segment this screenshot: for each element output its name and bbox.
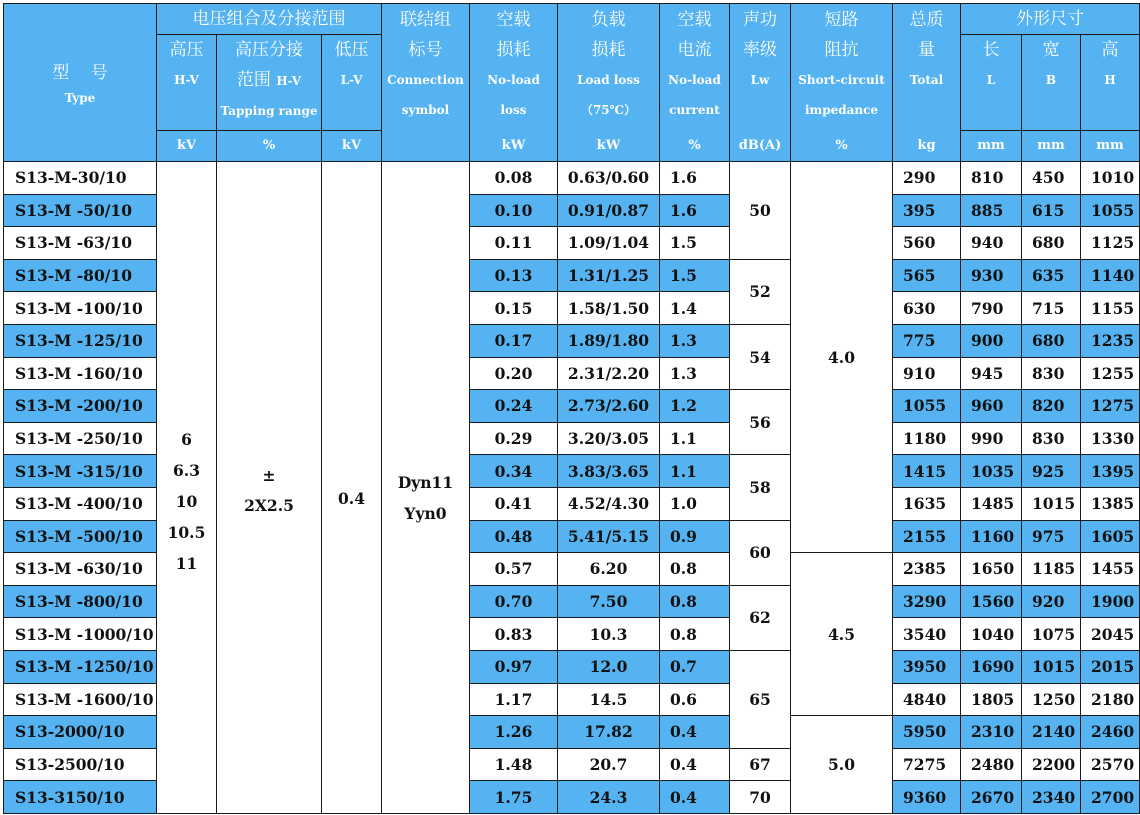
connection-value-2: Yyn0 — [404, 504, 447, 524]
weight-cell: 7275 — [893, 748, 961, 781]
height-cell: 1275 — [1081, 390, 1140, 423]
width-cell: 635 — [1022, 259, 1081, 292]
type-cell: S13-M -1250/10 — [4, 650, 157, 683]
length-cell: 1650 — [961, 553, 1022, 586]
length-header — [961, 35, 1022, 131]
type-header-en: Type — [64, 90, 96, 105]
height-cell: 1455 — [1081, 553, 1140, 586]
width-cell: 2200 — [1022, 748, 1081, 781]
height-header-cn: 高 — [1101, 40, 1119, 60]
sound-header — [730, 4, 791, 162]
type-cell: S13-M -1600/10 — [4, 683, 157, 716]
weight-unit: kg — [917, 137, 936, 153]
noload-current-cell: 1.4 — [660, 292, 730, 325]
type-cell: S13-M -50/10 — [4, 194, 157, 227]
hv-value: 6.3 — [173, 460, 200, 480]
width-cell: 1015 — [1022, 650, 1081, 683]
type-cell: S13-2500/10 — [4, 748, 157, 781]
sound-level-cell: 65 — [730, 650, 791, 748]
type-cell: S13-M -400/10 — [4, 487, 157, 520]
type-header-cn: 型 号 — [52, 62, 108, 83]
type-cell: S13-M -100/10 — [4, 292, 157, 325]
load-loss-cell: 0.91/0.87 — [558, 194, 660, 227]
load-loss-header-cn2: 损耗 — [591, 39, 626, 60]
height-cell: 1900 — [1081, 585, 1140, 618]
noload-current-cell: 1.3 — [660, 324, 730, 357]
weight-cell: 1635 — [893, 487, 961, 520]
load-loss-cell: 2.31/2.20 — [558, 357, 660, 390]
load-loss-cell: 5.41/5.15 — [558, 520, 660, 553]
height-cell: 1140 — [1081, 259, 1140, 292]
type-cell: S13-M -80/10 — [4, 259, 157, 292]
noload-current-header — [660, 4, 730, 162]
noload-loss-cell: 1.48 — [470, 748, 558, 781]
noload-loss-cell: 1.26 — [470, 716, 558, 749]
table-body — [4, 162, 1140, 814]
height-header — [1081, 35, 1140, 131]
type-cell: S13-M -1000/10 — [4, 618, 157, 651]
width-header — [1022, 35, 1081, 131]
noload-current-cell: 1.6 — [660, 194, 730, 227]
tap-header-en: Tapping range — [220, 104, 318, 118]
hv-header — [157, 35, 217, 131]
length-cell: 2310 — [961, 716, 1022, 749]
sound-header-cn1: 声功 — [743, 9, 777, 30]
weight-cell: 9360 — [893, 781, 961, 814]
length-cell: 1485 — [961, 487, 1022, 520]
type-cell: S13-M -800/10 — [4, 585, 157, 618]
load-loss-cell: 1.58/1.50 — [558, 292, 660, 325]
length-cell: 1560 — [961, 585, 1022, 618]
lv-header — [322, 35, 382, 131]
type-cell: S13-M -63/10 — [4, 227, 157, 260]
type-cell: S13-M -250/10 — [4, 422, 157, 455]
noload-current-cell: 0.8 — [660, 618, 730, 651]
width-cell: 680 — [1022, 324, 1081, 357]
load-loss-header — [558, 4, 660, 162]
weight-cell: 3950 — [893, 650, 961, 683]
load-loss-cell: 1.89/1.80 — [558, 324, 660, 357]
impedance-header-en2: impedance — [804, 102, 879, 117]
noload-loss-cell: 0.83 — [470, 618, 558, 651]
height-cell: 2015 — [1081, 650, 1140, 683]
connection-header-cn2: 标号 — [408, 39, 443, 60]
length-cell: 1160 — [961, 520, 1022, 553]
weight-cell: 3290 — [893, 585, 961, 618]
height-header-en: H — [1104, 73, 1116, 87]
load-loss-cell: 24.3 — [558, 781, 660, 814]
noload-loss-cell: 0.70 — [470, 585, 558, 618]
voltage-group-header: 电压组合及分接范围 — [157, 4, 382, 35]
load-loss-cell: 3.20/3.05 — [558, 422, 660, 455]
load-loss-cell: 20.7 — [558, 748, 660, 781]
length-cell: 1805 — [961, 683, 1022, 716]
sound-header-cn2: 率级 — [743, 39, 777, 60]
width-cell: 1250 — [1022, 683, 1081, 716]
width-cell: 925 — [1022, 455, 1081, 488]
noload-loss-cell: 0.17 — [470, 324, 558, 357]
noload-loss-cell: 0.20 — [470, 357, 558, 390]
type-cell: S13-M -200/10 — [4, 390, 157, 423]
sound-header-en1: Lw — [750, 72, 770, 87]
height-cell: 2460 — [1081, 716, 1140, 749]
noload-loss-cell: 0.48 — [470, 520, 558, 553]
type-cell: S13-3150/10 — [4, 781, 157, 814]
width-cell: 920 — [1022, 585, 1081, 618]
height-cell: 1010 — [1081, 162, 1140, 195]
impedance-cell: 4.0 — [791, 162, 893, 553]
load-loss-cell: 3.83/3.65 — [558, 455, 660, 488]
height-cell: 2570 — [1081, 748, 1140, 781]
noload-current-header-cn2: 电流 — [677, 39, 712, 60]
sound-level-cell: 60 — [730, 520, 791, 585]
noload-loss-unit: kW — [501, 137, 526, 153]
connection-header-en2: symbol — [401, 102, 450, 117]
sound-level-cell: 67 — [730, 748, 791, 781]
width-cell: 1075 — [1022, 618, 1081, 651]
width-cell: 615 — [1022, 194, 1081, 227]
connection-header-cn1: 联结组 — [400, 9, 451, 30]
impedance-header-cn2: 阻抗 — [824, 39, 859, 60]
length-header-en: L — [986, 73, 996, 87]
impedance-unit: % — [835, 137, 848, 153]
type-cell: S13-M -160/10 — [4, 357, 157, 390]
weight-cell: 565 — [893, 259, 961, 292]
noload-current-cell: 1.5 — [660, 227, 730, 260]
height-cell: 1125 — [1081, 227, 1140, 260]
impedance-cell: 4.5 — [791, 553, 893, 716]
load-loss-cell: 2.73/2.60 — [558, 390, 660, 423]
transformer-spec-table — [3, 3, 1140, 814]
noload-loss-header-en2: loss — [500, 102, 527, 117]
width-cell: 975 — [1022, 520, 1081, 553]
weight-cell: 775 — [893, 324, 961, 357]
length-header-cn: 长 — [982, 40, 1000, 60]
load-loss-header-en1: Load loss — [577, 72, 640, 87]
noload-loss-cell: 0.10 — [470, 194, 558, 227]
noload-loss-header-cn2: 损耗 — [496, 39, 531, 60]
width-cell: 1015 — [1022, 487, 1081, 520]
impedance-header-cn1: 短路 — [824, 9, 859, 30]
length-cell: 790 — [961, 292, 1022, 325]
height-cell: 1605 — [1081, 520, 1140, 553]
noload-current-cell: 0.7 — [660, 650, 730, 683]
weight-cell: 560 — [893, 227, 961, 260]
noload-loss-cell: 0.97 — [470, 650, 558, 683]
height-cell: 1235 — [1081, 324, 1140, 357]
load-loss-cell: 1.09/1.04 — [558, 227, 660, 260]
length-cell: 900 — [961, 324, 1022, 357]
lv-header-en: L-V — [340, 73, 363, 87]
noload-loss-header-cn1: 空载 — [496, 9, 531, 30]
hv-header-en: H-V — [174, 73, 199, 87]
connection-merged-cell — [382, 162, 470, 814]
tap-unit: % — [217, 131, 322, 162]
length-cell: 930 — [961, 259, 1022, 292]
load-loss-header-cn1: 负载 — [591, 9, 626, 30]
connection-value-1: Dyn11 — [397, 473, 454, 493]
noload-loss-header-en1: No-load — [487, 72, 540, 87]
noload-current-cell: 0.6 — [660, 683, 730, 716]
width-cell: 1185 — [1022, 553, 1081, 586]
weight-cell: 290 — [893, 162, 961, 195]
sound-unit: dB(A) — [738, 137, 782, 153]
noload-current-cell: 1.6 — [660, 162, 730, 195]
noload-current-cell: 1.1 — [660, 422, 730, 455]
length-cell: 1040 — [961, 618, 1022, 651]
sound-level-cell: 52 — [730, 259, 791, 324]
length-cell: 810 — [961, 162, 1022, 195]
hv-value: 10.5 — [167, 522, 206, 542]
height-cell: 1055 — [1081, 194, 1140, 227]
load-loss-cell: 10.3 — [558, 618, 660, 651]
tap-header-cn2: 范围 — [236, 70, 271, 90]
type-cell: S13-M -630/10 — [4, 553, 157, 586]
noload-current-header-en2: current — [669, 102, 720, 117]
noload-current-unit: % — [688, 137, 701, 153]
weight-cell: 1415 — [893, 455, 961, 488]
length-cell: 940 — [961, 227, 1022, 260]
weight-cell: 395 — [893, 194, 961, 227]
weight-header-cn2: 量 — [918, 39, 935, 60]
load-loss-cell: 17.82 — [558, 716, 660, 749]
weight-cell: 5950 — [893, 716, 961, 749]
height-cell: 1330 — [1081, 422, 1140, 455]
load-loss-cell: 4.52/4.30 — [558, 487, 660, 520]
load-loss-unit: kW — [596, 137, 621, 153]
type-cell: S13-M-30/10 — [4, 162, 157, 195]
sound-level-cell: 58 — [730, 455, 791, 520]
length-cell: 1035 — [961, 455, 1022, 488]
length-cell: 2480 — [961, 748, 1022, 781]
sound-level-cell: 70 — [730, 781, 791, 814]
type-cell: S13-M -315/10 — [4, 455, 157, 488]
weight-cell: 2385 — [893, 553, 961, 586]
noload-loss-cell: 0.11 — [470, 227, 558, 260]
sound-level-cell: 50 — [730, 162, 791, 260]
load-loss-cell: 0.63/0.60 — [558, 162, 660, 195]
load-loss-cell: 7.50 — [558, 585, 660, 618]
type-cell: S13-M -125/10 — [4, 324, 157, 357]
noload-current-cell: 1.3 — [660, 357, 730, 390]
noload-current-cell: 1.1 — [660, 455, 730, 488]
noload-current-cell: 0.9 — [660, 520, 730, 553]
tap-header-cn1: 高压分接 — [235, 40, 303, 60]
noload-loss-cell: 0.15 — [470, 292, 558, 325]
load-loss-cell: 14.5 — [558, 683, 660, 716]
height-cell: 1395 — [1081, 455, 1140, 488]
length-cell: 990 — [961, 422, 1022, 455]
load-loss-cell: 6.20 — [558, 553, 660, 586]
connection-header-en1: Connection — [387, 72, 464, 87]
lv-unit: kV — [322, 131, 382, 162]
impedance-cell: 5.0 — [791, 716, 893, 814]
sound-level-cell: 62 — [730, 585, 791, 650]
noload-loss-cell: 0.29 — [470, 422, 558, 455]
tap-value-2: 2X2.5 — [244, 496, 294, 516]
tap-header — [217, 35, 322, 131]
load-loss-cell: 1.31/1.25 — [558, 259, 660, 292]
noload-loss-cell: 1.17 — [470, 683, 558, 716]
load-loss-cell: 12.0 — [558, 650, 660, 683]
weight-header — [893, 4, 961, 162]
width-header-cn: 宽 — [1042, 40, 1060, 60]
width-cell: 680 — [1022, 227, 1081, 260]
width-cell: 2140 — [1022, 716, 1081, 749]
weight-header-cn1: 总质 — [909, 9, 944, 30]
dimensions-header: 外形尺寸 — [961, 4, 1140, 35]
noload-current-header-cn1: 空载 — [677, 9, 712, 30]
noload-loss-cell: 0.57 — [470, 553, 558, 586]
height-cell: 2700 — [1081, 781, 1140, 814]
noload-loss-cell: 0.08 — [470, 162, 558, 195]
impedance-header — [791, 4, 893, 162]
width-cell: 830 — [1022, 357, 1081, 390]
width-cell: 2340 — [1022, 781, 1081, 814]
weight-cell: 630 — [893, 292, 961, 325]
tap-merged-cell — [217, 162, 322, 814]
hv-merged-cell — [157, 162, 217, 814]
connection-header — [382, 4, 470, 162]
tap-header-en-short: H-V — [276, 74, 302, 88]
noload-loss-cell: 0.24 — [470, 390, 558, 423]
noload-current-cell: 1.5 — [660, 259, 730, 292]
length-cell: 1690 — [961, 650, 1022, 683]
length-unit: mm — [961, 131, 1022, 162]
type-cell: S13-M -500/10 — [4, 520, 157, 553]
width-cell: 450 — [1022, 162, 1081, 195]
noload-loss-cell: 0.13 — [470, 259, 558, 292]
noload-current-cell: 0.4 — [660, 781, 730, 814]
weight-header-en1: Total — [909, 72, 944, 87]
sound-level-cell: 56 — [730, 390, 791, 455]
width-cell: 715 — [1022, 292, 1081, 325]
noload-current-header-en1: No-load — [668, 72, 721, 87]
type-cell: S13-2000/10 — [4, 716, 157, 749]
weight-cell: 3540 — [893, 618, 961, 651]
height-cell: 1255 — [1081, 357, 1140, 390]
noload-current-cell: 0.8 — [660, 585, 730, 618]
length-cell: 960 — [961, 390, 1022, 423]
noload-current-cell: 1.2 — [660, 390, 730, 423]
sound-level-cell: 54 — [730, 324, 791, 389]
lv-header-cn: 低压 — [334, 40, 369, 60]
width-header-en: B — [1045, 73, 1057, 87]
lv-merged-cell: 0.4 — [322, 162, 382, 814]
length-cell: 885 — [961, 194, 1022, 227]
noload-loss-cell: 0.41 — [470, 487, 558, 520]
hv-value: 6 — [181, 429, 192, 449]
weight-cell: 910 — [893, 357, 961, 390]
weight-cell: 4840 — [893, 683, 961, 716]
noload-loss-header — [470, 4, 558, 162]
weight-cell: 2155 — [893, 520, 961, 553]
hv-value: 10 — [175, 491, 198, 511]
type-header — [4, 4, 157, 162]
noload-current-cell: 0.4 — [660, 716, 730, 749]
weight-cell: 1055 — [893, 390, 961, 423]
table-row — [4, 162, 1140, 195]
noload-loss-cell: 0.34 — [470, 455, 558, 488]
hv-header-cn: 高压 — [169, 40, 204, 60]
noload-current-cell: 1.0 — [660, 487, 730, 520]
load-loss-header-en2: （75℃） — [580, 102, 637, 117]
height-unit: mm — [1081, 131, 1140, 162]
length-cell: 2670 — [961, 781, 1022, 814]
noload-loss-cell: 1.75 — [470, 781, 558, 814]
tap-value-1: ± — [262, 466, 276, 486]
height-cell: 1385 — [1081, 487, 1140, 520]
height-cell: 1155 — [1081, 292, 1140, 325]
noload-current-cell: 0.8 — [660, 553, 730, 586]
width-unit: mm — [1022, 131, 1081, 162]
noload-current-cell: 0.4 — [660, 748, 730, 781]
height-cell: 2045 — [1081, 618, 1140, 651]
length-cell: 945 — [961, 357, 1022, 390]
hv-value: 11 — [175, 553, 198, 573]
impedance-header-en1: Short-circuit — [798, 72, 885, 87]
width-cell: 830 — [1022, 422, 1081, 455]
height-cell: 2180 — [1081, 683, 1140, 716]
hv-unit: kV — [157, 131, 217, 162]
weight-cell: 1180 — [893, 422, 961, 455]
width-cell: 820 — [1022, 390, 1081, 423]
